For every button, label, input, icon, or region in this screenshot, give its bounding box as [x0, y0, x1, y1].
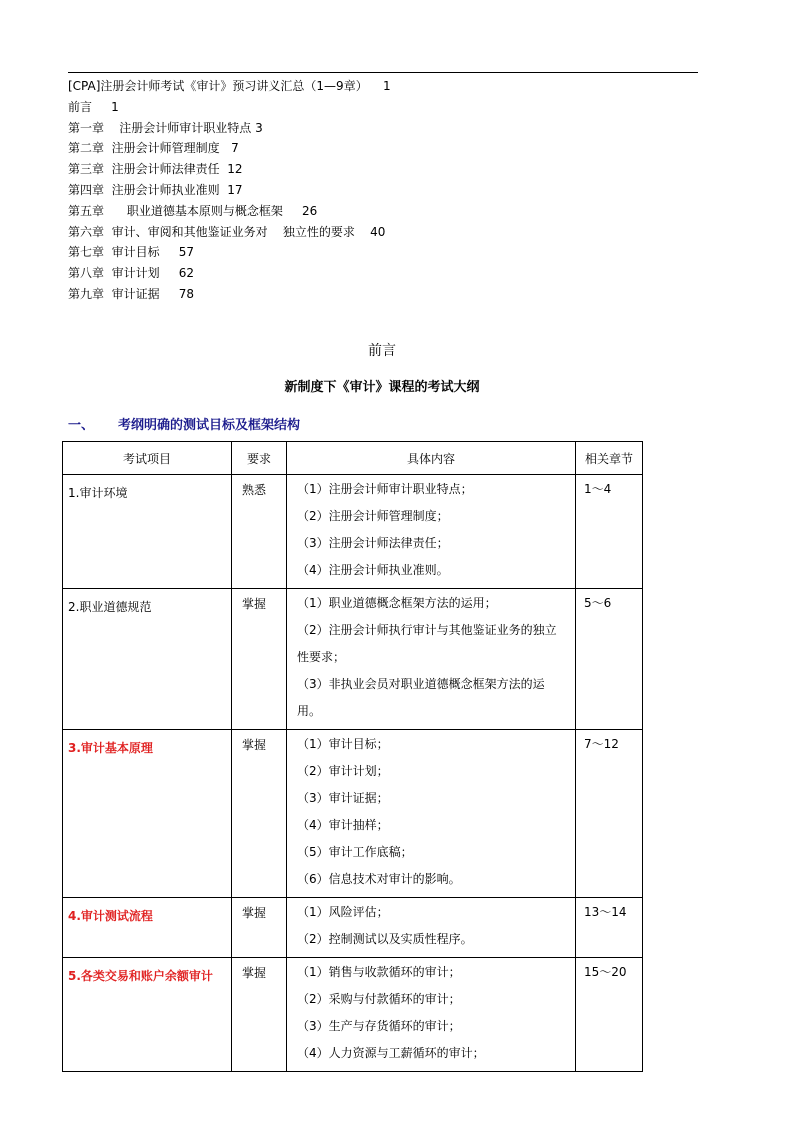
header-cell: 要求 [232, 442, 287, 475]
content-line: （1）销售与收款循环的审计； [297, 965, 461, 979]
table-row [63, 589, 643, 730]
exam-item: 3.审计基本原理 [68, 741, 153, 755]
preface-title: 前言 [368, 343, 396, 359]
toc-entry-label: [CPA]注册会计师考试《审计》预习讲义汇总（1—9章） [68, 79, 368, 93]
related-chapters: 1～4 [584, 482, 612, 496]
exam-item: 5.各类交易和账户余额审计 [68, 969, 213, 983]
exam-outline-table [62, 441, 643, 1072]
requirement: 掌握 [242, 597, 267, 611]
content-line: （4）人力资源与工薪循环的审计； [297, 1046, 485, 1060]
toc-entry-label: 前言 [68, 99, 93, 114]
section-heading [68, 414, 300, 433]
content-line: （6）信息技术对审计的影响。 [297, 872, 461, 886]
toc-entry-page: 3 [255, 120, 263, 135]
toc-entry-page: 26 [301, 203, 318, 218]
content-line: （5）审计工作底稿； [297, 845, 413, 859]
table-header-row [63, 442, 643, 475]
toc-entry-page: 62 [178, 266, 194, 281]
content-list [287, 958, 575, 1071]
requirement: 熟悉 [242, 483, 267, 497]
section-number: 一、 [68, 418, 95, 433]
content-list [287, 898, 575, 957]
document-subtitle: 新制度下《审计》课程的考试大纲 [284, 380, 480, 395]
table-row [63, 898, 643, 958]
toc-entry-label: 第一章 注册会计师审计职业特点 [68, 120, 252, 135]
toc-entry [68, 242, 708, 263]
toc-entry-page: 1 [111, 99, 119, 114]
toc-entry-label: 第六章 审计、审阅和其他鉴证业务对 独立性的要求 [68, 224, 355, 239]
content-line: （1）注册会计师审计职业特点； [297, 482, 473, 496]
content-line: （3）生产与存货循环的审计； [297, 1019, 461, 1033]
toc-entry-label: 第四章 注册会计师执业准则 [68, 182, 220, 197]
requirement: 掌握 [242, 906, 267, 920]
toc-entry [68, 138, 708, 159]
toc-entry [68, 118, 708, 139]
content-list [287, 589, 575, 729]
toc-entry [68, 222, 708, 243]
content-line: （3）非执业会员对职业道德概念框架方法的运用。 [297, 677, 545, 718]
toc-entry [68, 97, 708, 118]
toc-entry-label: 第七章 审计目标 [68, 245, 160, 260]
toc-entry-label: 第三章 注册会计师法律责任 [68, 162, 220, 177]
toc-entry-page: 78 [178, 286, 194, 301]
content-line: （3）注册会计师法律责任； [297, 536, 449, 550]
content-list [287, 730, 575, 897]
content-line: （2）控制测试以及实质性程序。 [297, 932, 473, 946]
table-row [63, 730, 643, 898]
toc-entry-label: 第五章 职业道德基本原则与概念框架 [68, 203, 283, 218]
exam-item: 1.审计环境 [68, 486, 128, 500]
table-row [63, 475, 643, 589]
toc-entry [68, 159, 708, 180]
content-line: （3）审计证据； [297, 791, 389, 805]
header-cell: 具体内容 [287, 442, 576, 475]
toc-entry-label: 第二章 注册会计师管理制度 [68, 141, 220, 156]
toc-entry-page: 17 [227, 182, 243, 197]
toc-entry [68, 201, 708, 222]
toc-entry-label: 第九章 审计证据 [68, 286, 160, 301]
content-line: （2）审计计划； [297, 764, 389, 778]
toc-entry-page: 7 [231, 141, 239, 156]
content-line: （2）注册会计师执行审计与其他鉴证业务的独立性要求； [297, 623, 557, 664]
toc-entry-label: 第八章 审计计划 [68, 266, 160, 281]
related-chapters: 13～14 [584, 905, 627, 919]
section-title: 考纲明确的测试目标及框架结构 [118, 418, 301, 433]
toc-entry-page: 57 [178, 245, 194, 260]
related-chapters: 7～12 [584, 737, 619, 751]
toc-entry [68, 284, 708, 305]
toc-entry [68, 76, 708, 97]
exam-item: 2.职业道德规范 [68, 600, 152, 614]
header-rule [68, 72, 698, 73]
content-line: （4）注册会计师执业准则。 [297, 563, 449, 577]
content-line: （1）风险评估； [297, 905, 389, 919]
toc-entry [68, 180, 708, 201]
requirement: 掌握 [242, 738, 267, 752]
table-row [63, 958, 643, 1072]
toc-entry-page: 40 [370, 224, 386, 239]
content-line: （1）职业道德概念框架方法的运用； [297, 596, 497, 610]
exam-item: 4.审计测试流程 [68, 909, 153, 923]
requirement: 掌握 [242, 966, 267, 980]
table-of-contents [68, 76, 708, 305]
header-cell: 考试项目 [63, 442, 232, 475]
toc-entry [68, 263, 708, 284]
content-line: （4）审计抽样； [297, 818, 389, 832]
content-line: （2）注册会计师管理制度； [297, 509, 449, 523]
content-line: （2）采购与付款循环的审计； [297, 992, 461, 1006]
content-list [287, 475, 575, 588]
related-chapters: 5～6 [584, 596, 612, 610]
content-line: （1）审计目标； [297, 737, 389, 751]
toc-entry-page: 12 [227, 162, 243, 177]
header-cell: 相关章节 [576, 442, 643, 475]
related-chapters: 15～20 [584, 965, 627, 979]
toc-entry-page: 1 [382, 79, 391, 93]
